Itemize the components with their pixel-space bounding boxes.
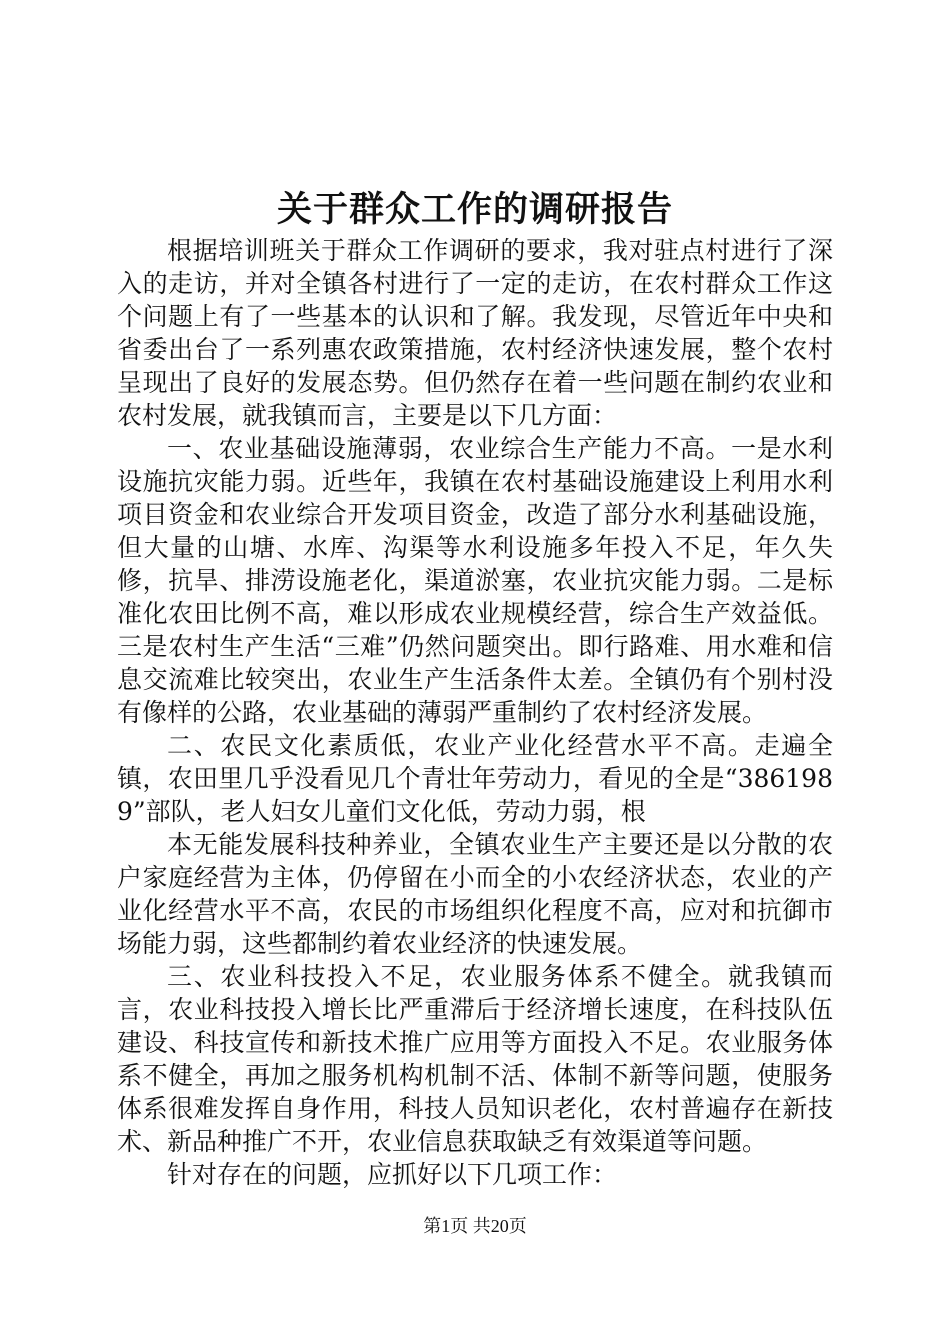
paragraph-intro: 根据培训班关于群众工作调研的要求，我对驻点村进行了深入的走访，并对全镇各村进行了一定的走访，在农村群众工作这个问题上有了一些基本的认识和了解。我发现，尽管近年中央和省委出台了一系列惠农政策措施，农村经济快速发展，整个农村呈现出了良好的发展态势。但仍然存在着一些问题在制约农业和农村发展，就我镇而言，主要是以下几方面： — [117, 236, 833, 430]
paragraph-section-2-continued: 本无能发展科技种养业，全镇农业生产主要还是以分散的农户家庭经营为主体，仍停留在小而全的小农经济状态，农业的产业化经营水平不高，农民的市场组织化程度不高，应对和抗御市场能力弱，这些都制约着农业经济的快速发展。 — [117, 830, 833, 958]
document-title: 关于群众工作的调研报告 — [276, 189, 673, 230]
paragraph-section-3: 三、农业科技投入不足，农业服务体系不健全。就我镇而言，农业科技投入增长比严重滞后于经济增长速度，在科技队伍建设、科技宣传和新技术推广应用等方面投入不足。农业服务体系不健全，再加之服务机构机制不活、体制不新等问题，使服务体系很难发挥自身作用，科技人员知识老化，农村普遍存在新技术、新品种推广不开，农业信息获取缺乏有效渠道等问题。 — [117, 962, 833, 1156]
paragraph-measures-intro: 针对存在的问题，应抓好以下几项工作： — [167, 1160, 618, 1189]
paragraph-section-2: 二、农民文化素质低，农业产业化经营水平不高。走遍全镇，农田里几乎没看见几个青壮年劳动力，看见的全是“3861989”部队，老人妇女儿童们文化低，劳动力弱，根 — [117, 731, 833, 826]
paragraph-section-1: 一、农业基础设施薄弱，农业综合生产能力不高。一是水利设施抗灾能力弱。近些年，我镇在农村基础设施建设上利用水利项目资金和农业综合开发项目资金，改造了部分水利基础设施，但大量的山塘、水库、沟渠等水利设施多年投入不足，年久失修，抗旱、排涝设施老化，渠道淤塞，农业抗灾能力弱。二是标准化农田比例不高，难以形成农业规模经营，综合生产效益低。三是农村生产生活“三难”仍然问题突出。即行路难、用水难和信息交流难比较突出，农业生产生活条件太差。全镇仍有个别村没有像样的公路，农业基础的薄弱严重制约了农村经济发展。 — [117, 434, 833, 727]
page-number-footer: 第1页 共20页 — [423, 1216, 527, 1236]
document-body — [117, 234, 833, 1191]
